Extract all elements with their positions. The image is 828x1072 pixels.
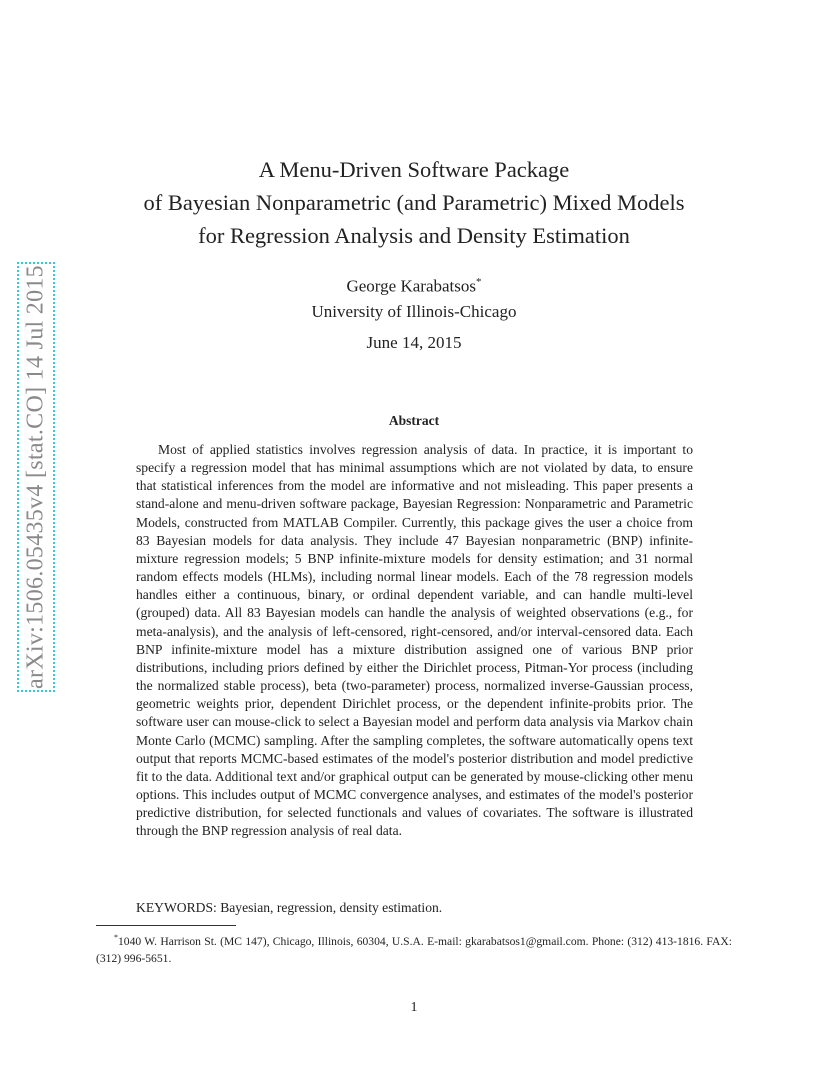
page-number: 1 xyxy=(410,1000,418,1015)
arxiv-stamp-text: arXiv:1506.05435v4 [stat.CO] 14 Jul 2015 xyxy=(22,265,49,689)
paper-title xyxy=(96,153,732,252)
paper-date: June 14, 2015 xyxy=(366,333,462,352)
footnote-text-line xyxy=(96,929,732,967)
footnote-text: 1040 W. Harrison St. (MC 147), Chicago, Illinois, 60304, U.S.A. E-mail: gkarabatsos1@gmail.com. Phone: (312) 413-1816. FAX: (312) 996-5651. xyxy=(96,934,732,965)
footnote xyxy=(96,929,732,967)
author-affiliation: University of Illinois-Chicago xyxy=(311,301,517,321)
author-block xyxy=(96,270,732,324)
keywords: KEYWORDS: Bayesian, regression, density estimation. xyxy=(136,900,443,915)
title-line-3: for Regression Analysis and Density Estimation xyxy=(198,223,630,248)
footnote-mark: * xyxy=(114,933,118,942)
abstract-text: Most of applied statistics involves regression analysis of data. In practice, it is important to specify a regression model that has minimal assumptions which are not violated by data, to ensure that statistical inferences from the model are informative and not misleading. This paper presents a stand-alone and menu-driven software package, Bayesian Regression: Nonparametric and Parametric Models, constructed from MATLAB Compiler. Currently, this package gives the user a choice from 83 Bayesian models for data analysis. They include 47 Bayesian nonparametric (BNP) infinite-mixture regression models; 5 BNP infinite-mixture models for density estimation; and 31 normal random effects models (HLMs), including normal linear models. Each of the 78 regression models handles either a continuous, binary, or ordinal dependent variable, and can handle multi-level (grouped) data. All 83 Bayesian models can handle the analysis of weighted observations (e.g., for meta-analysis), and the analysis of left-censored, right-censored, and/or interval-censored data. Each BNP infinite-mixture model has a mixture distribution assigned one of various BNP prior distributions, including priors defined by either the Dirichlet process, Pitman-Yor process (including the normalized stable process), beta (two-parameter) process, normalized inverse-Gaussian process, geometric weights prior, dependent Dirichlet process, or the dependent infinite-probits prior. The software user can mouse-click to select a Bayesian model and perform data analysis via Markov chain Monte Carlo (MCMC) sampling. After the sampling completes, the software automatically opens text output that reports MCMC-based estimates of the model's posterior distribution and model predictive fit to the data. Additional text and/or graphical output can be generated by mouse-clicking other menu options. This includes output of MCMC convergence analyses, and estimates of the model's posterior predictive distribution, for selected functionals and values of covariates. The software is illustrated through the BNP regression analysis of real data. xyxy=(136,442,693,839)
abstract-body xyxy=(136,441,693,840)
author-footnote-mark: * xyxy=(476,276,482,288)
footnote-rule xyxy=(96,925,236,926)
author-name-line xyxy=(96,270,732,299)
arxiv-stamp xyxy=(17,262,55,692)
title-line-2: of Bayesian Nonparametric (and Parametric) Mixed Models xyxy=(143,190,685,215)
abstract-heading: Abstract xyxy=(388,413,440,428)
author-name: George Karabatsos xyxy=(346,276,476,296)
title-line-1: A Menu-Driven Software Package xyxy=(258,157,570,182)
